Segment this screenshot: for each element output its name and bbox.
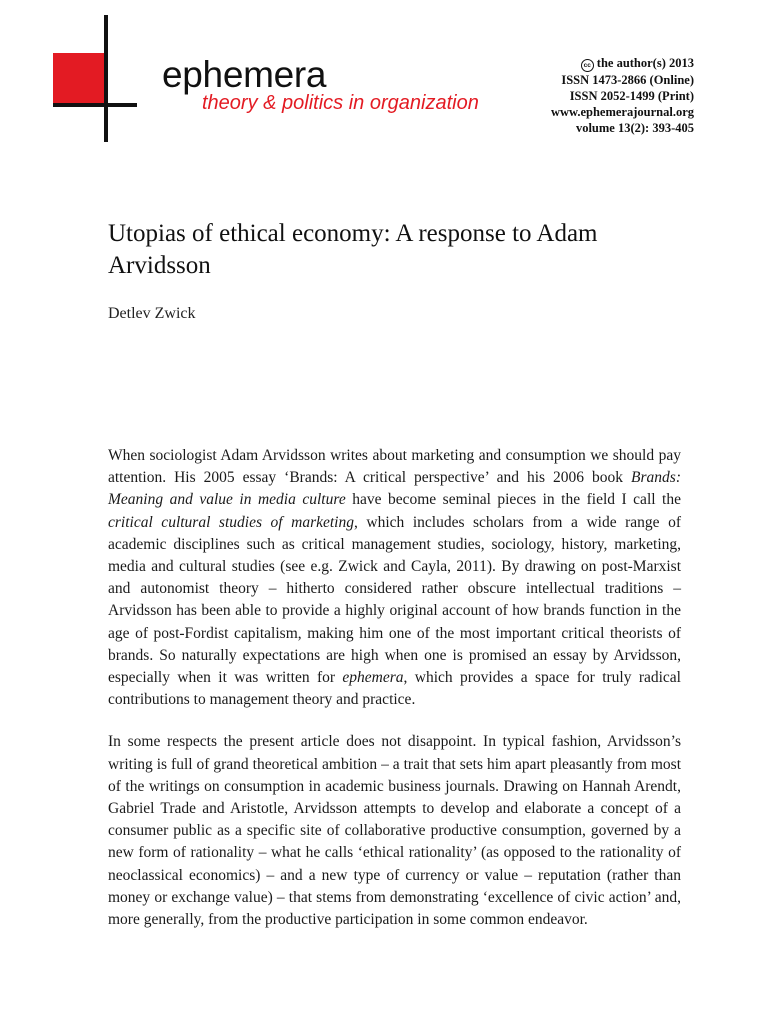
logo-vertical-line xyxy=(104,15,108,142)
text-run: When sociologist Adam Arvidsson writes about marketing and consumption we should pay attention. His 2005 essay ‘Brands: A critical perspective’ and his 2006 book xyxy=(108,447,681,487)
meta-issn-print: ISSN 2052-1499 (Print) xyxy=(569,89,694,103)
meta-line: the author(s) 2013 xyxy=(596,56,694,70)
article-body xyxy=(108,445,681,951)
text-run: have become seminal pieces in the field I call the xyxy=(345,491,681,509)
meta-website: www.ephemerajournal.org xyxy=(550,105,694,119)
body-paragraph xyxy=(108,445,681,711)
logo-red-square xyxy=(53,53,105,106)
publication-meta xyxy=(551,55,694,136)
journal-tagline: theory & politics in organization xyxy=(202,92,479,114)
article-author: Detlev Zwick xyxy=(108,305,196,322)
logo-horizontal-line xyxy=(53,103,137,107)
journal-logo xyxy=(0,0,500,150)
text-run: , which provides a space for truly radical contributions to management theory and practice. xyxy=(108,669,681,709)
meta-issn-online: ISSN 1473-2866 (Online) xyxy=(561,73,694,87)
journal-name: ephemera xyxy=(162,54,327,95)
body-paragraph xyxy=(108,731,681,931)
meta-volume: volume 13(2): 393-405 xyxy=(575,121,694,135)
italic-text: critical cultural studies of marketing xyxy=(108,513,354,531)
italic-text: ephemera xyxy=(342,669,404,687)
meta-copyright xyxy=(551,55,694,72)
italic-text: Brands: Meaning and value in media culture xyxy=(108,469,681,509)
text-run: In some respects the present article does not disappoint. In typical fashion, Arvidsson’s writing is full of grand theoretical ambition – a trait that sets him apart pleasantly from most of the writings on consumption in academic business journals. Drawing on Hannah Arendt, Gabriel Trade and Aristotle, Arvidsson attempts to develop and elaborate a concept of a consumer public as a specific site of collaborative productive consumption, governed by a new form of rationality – what he calls ‘ethical rationality’ (as opposed to the rationality of neoclassical economics) – and a new type of currency or value – reputation (rather than money or exchange value) – that stems from demonstrating ‘excellence of civic action’ and, more generally, from the productive participation in some common endeavor. xyxy=(108,733,681,929)
text-run: , which includes scholars from a wide range of academic disciplines such as critical management studies, sociology, history, marketing, media and cultural studies (see e.g. Zwick and Cayla, 2011). By drawing on post-Marxist and autonomist theory – hitherto considered rather obscure intellectual traditions – Arvidsson has been able to provide a highly original account of how brands function in the age of post-Fordist capitalism, making him one of the most important critical theorists of brands. So naturally expectations are high when one is promised an essay by Arvidsson, especially when it was written for xyxy=(108,513,681,687)
creative-commons-icon: cc xyxy=(581,59,594,72)
article-title: Utopias of ethical economy: A response to Adam Arvidsson xyxy=(108,220,598,279)
